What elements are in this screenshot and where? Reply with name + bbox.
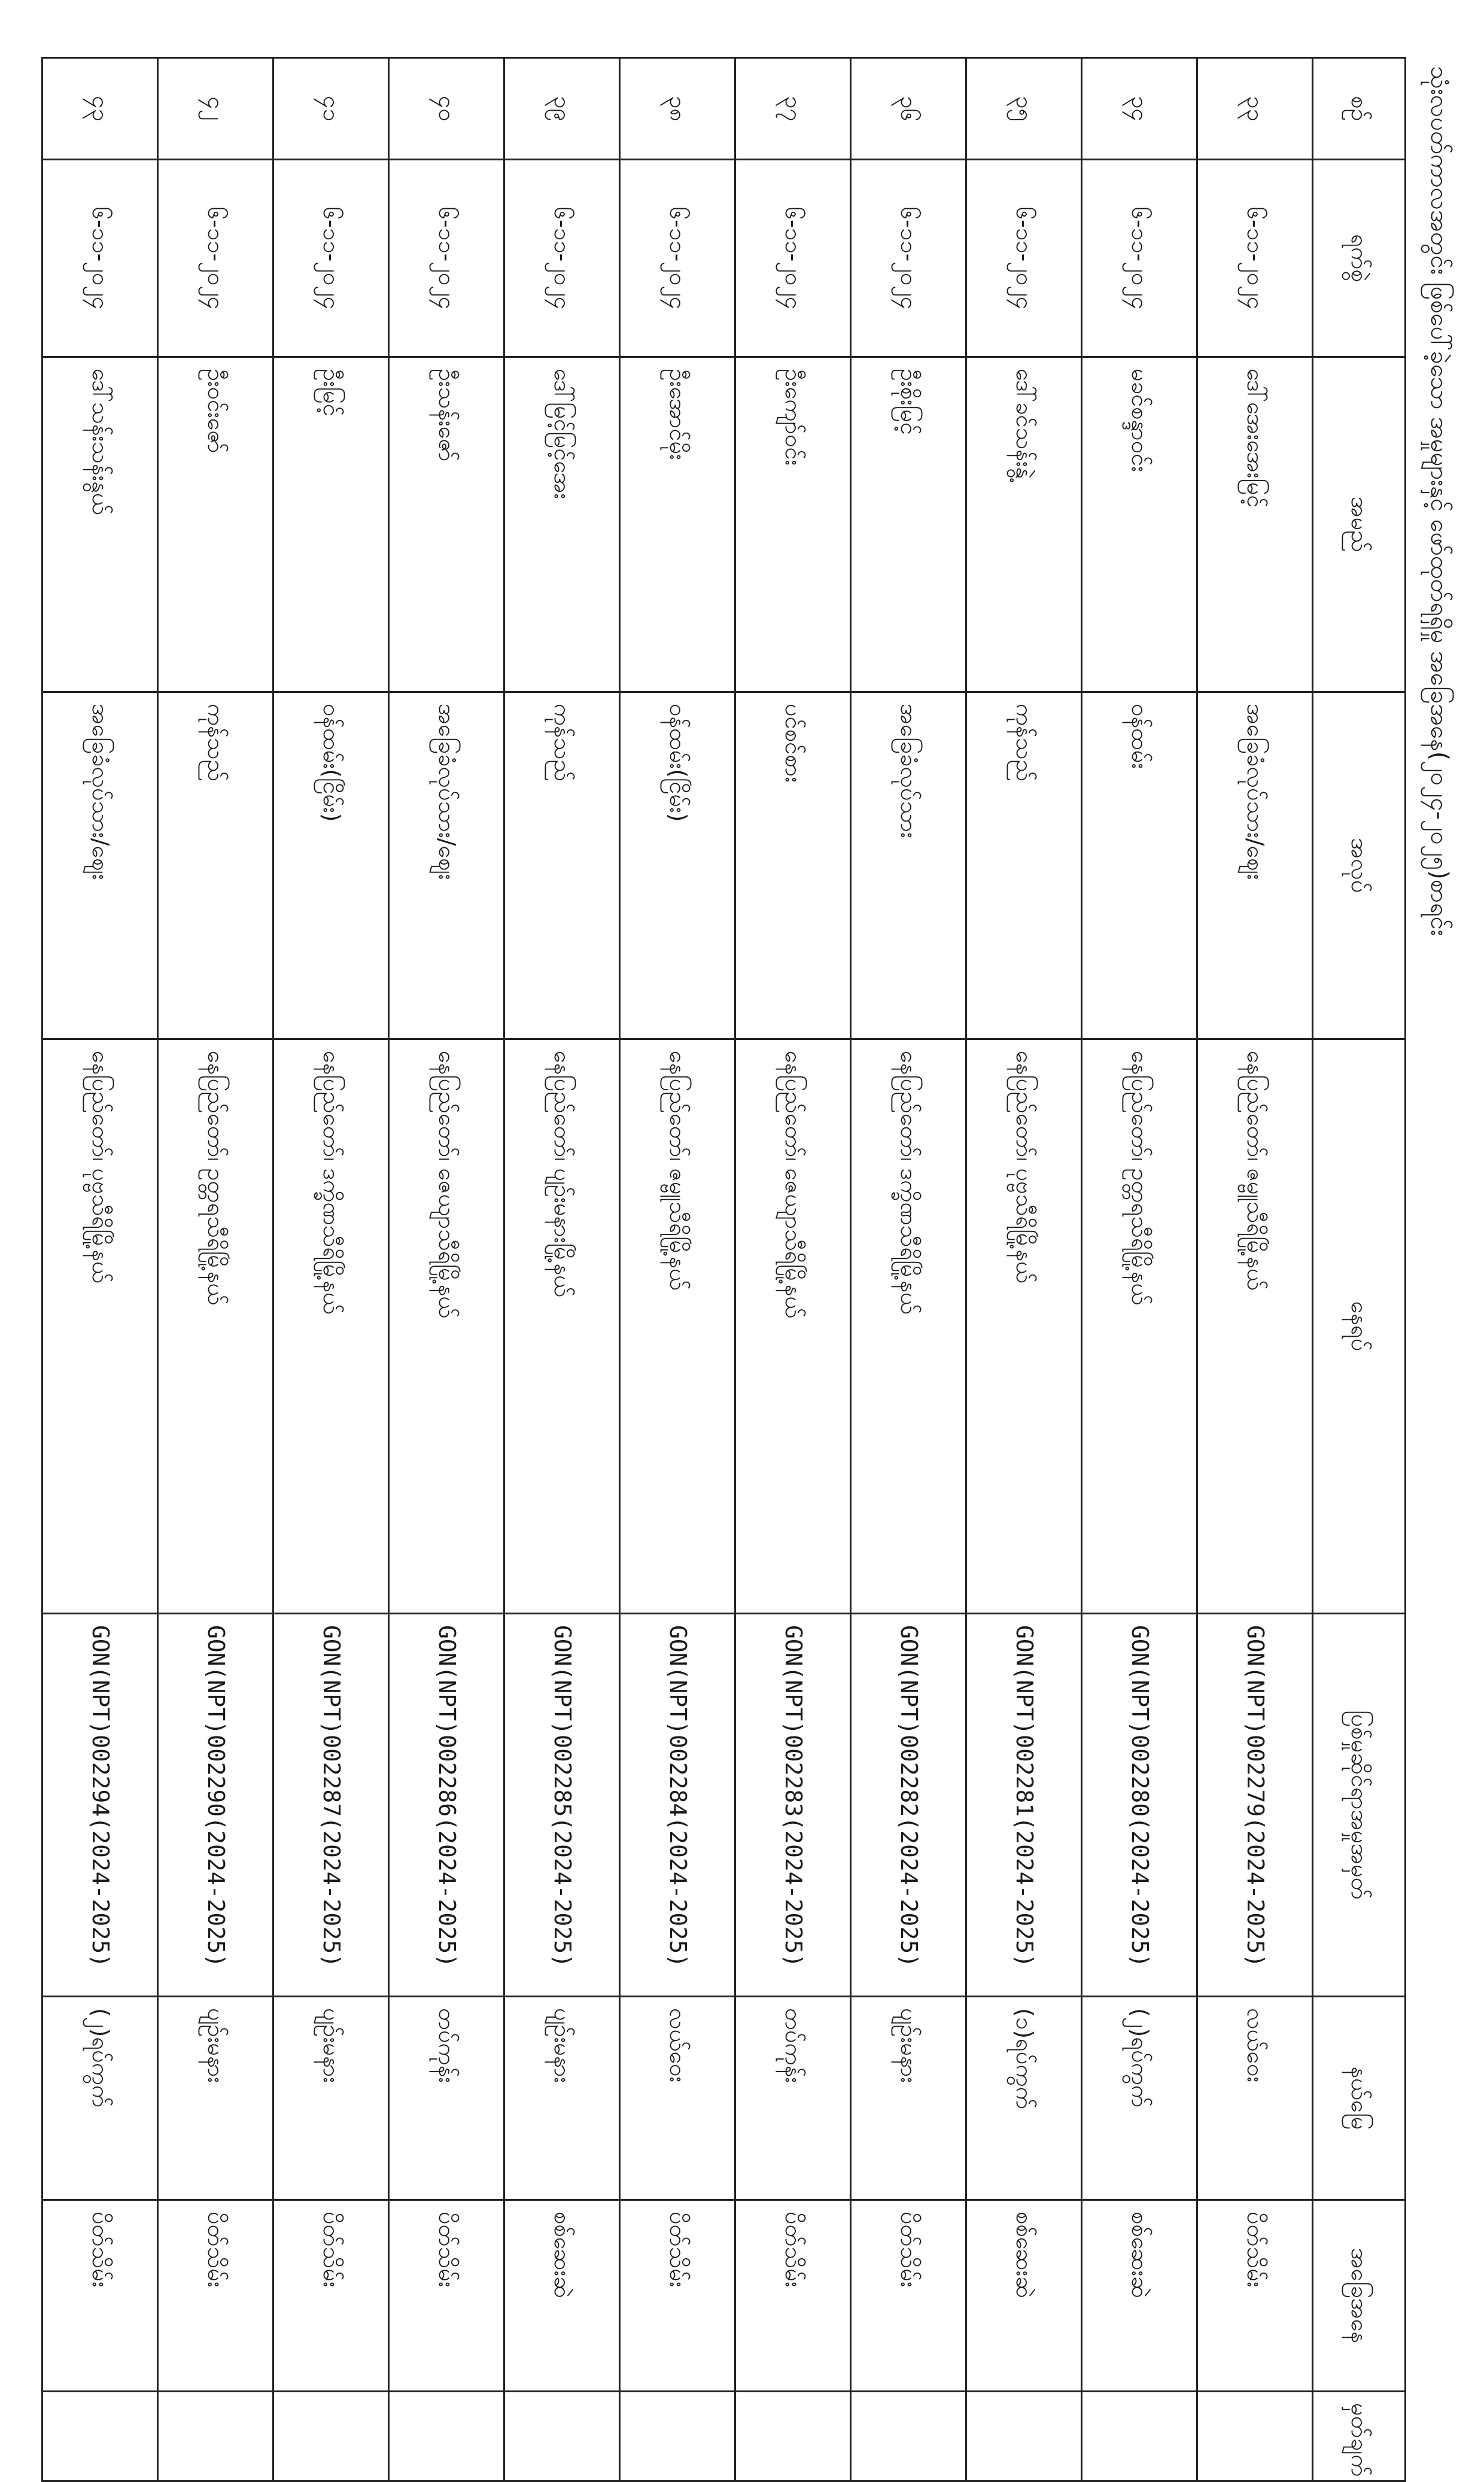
cell-case-number: GON(NPT)002287(2024-2025) [273, 1614, 389, 1997]
cell-number: ၃၅ [966, 58, 1082, 160]
cell-case-number: GON(NPT)002282(2024-2025) [851, 1614, 966, 1997]
cell-occupation: အခြေခံလုပ်သား [851, 692, 966, 1039]
cell-case-number: GON(NPT)002285(2024-2025) [504, 1614, 620, 1997]
cell-number: ၄၀ [389, 58, 504, 160]
cell-area: (၂)ရပ်ကွက် [42, 1997, 158, 2200]
cell-status: ပိတ်သိမ်း [735, 2200, 851, 2392]
cell-area: (၁)ရပ်ကွက် [966, 1997, 1082, 2200]
cell-occupation: ဝန်ထမ်း(ငြိမ်း) [620, 692, 735, 1039]
cell-status: စစ်ဆေးဆဲ [504, 2200, 620, 2392]
cell-case-number: GON(NPT)002279(2024-2025) [1197, 1614, 1313, 1997]
cell-address: နေပြည်တော်၊ ဒက္ခိဏသီရိမြို့နယ် [273, 1039, 389, 1614]
cell-occupation: ကုန်သည် [504, 692, 620, 1039]
cell-occupation: ဝန်ထမ်း(ငြိမ်း) [273, 692, 389, 1039]
header-occupation: အလုပ် [1313, 692, 1406, 1039]
records-table [41, 57, 1406, 2482]
cell-name: ဦးဝင်းဇော် [158, 357, 273, 692]
cell-area: ပျဉ်းမနား [273, 1997, 389, 2200]
cell-status: ပိတ်သိမ်း [389, 2200, 504, 2392]
cell-case-number: GON(NPT)002281(2024-2025) [966, 1614, 1082, 1997]
cell-status: ပိတ်သိမ်း [42, 2200, 158, 2392]
cell-remark [273, 2392, 389, 2481]
cell-occupation: အခြေခံလုပ်သား/ဈေး [389, 692, 504, 1039]
header-address: နေရပ် [1313, 1039, 1406, 1614]
cell-status: ပိတ်သိမ်း [273, 2200, 389, 2392]
cell-remark [1082, 2392, 1197, 2481]
cell-number: ၃၇ [735, 58, 851, 160]
cell-occupation: အခြေခံလုပ်သား/ဈေး [1197, 692, 1313, 1039]
cell-remark [620, 2392, 735, 2481]
cell-name: ဦးသန်းဇော် [389, 357, 504, 692]
table-header-row [1313, 58, 1406, 2481]
cell-remark [851, 2392, 966, 2481]
cell-number: ၄၁ [273, 58, 389, 160]
cell-address: နေပြည်တော်၊ ဇေယျာသီရိမြို့နယ် [735, 1039, 851, 1614]
cell-date: ၆-၁၁-၂၀၂၄ [158, 160, 273, 357]
cell-address: နေပြည်တော်၊ ဇေယျာသီရိမြို့နယ် [389, 1039, 504, 1614]
header-area: နယ်မြေ [1313, 1997, 1406, 2200]
cell-address: နေပြည်တော်၊ ဇမ္ဗူသီရိမြို့နယ် [620, 1039, 735, 1614]
cell-area: တပ်ကုန်း [735, 1997, 851, 2200]
cell-occupation: အခြေခံလုပ်သား/ဈေး [42, 692, 158, 1039]
cell-number: ၄၃ [42, 58, 158, 160]
cell-name: ဒေါ်အေးအေးမြင့် [1197, 357, 1313, 692]
table-row [620, 58, 735, 2481]
cell-status: ပိတ်သိမ်း [851, 2200, 966, 2392]
cell-date: ၆-၁၁-၂၀၂၄ [42, 160, 158, 357]
cell-date: ၆-၁၁-၂၀၂၄ [1082, 160, 1197, 357]
cell-remark [42, 2392, 158, 2481]
cell-remark [158, 2392, 273, 2481]
header-status: အခြေအနေ [1313, 2200, 1406, 2392]
cell-address: နေပြည်တော်၊ ပုဗ္ဗသီရိမြို့နယ် [42, 1039, 158, 1614]
cell-address: နေပြည်တော်၊ ဒက္ခိဏသီရိမြို့နယ် [851, 1039, 966, 1614]
cell-remark [389, 2392, 504, 2481]
cell-number: ၃၆ [851, 58, 966, 160]
cell-date: ၆-၁၁-၂၀၂၄ [1197, 160, 1313, 357]
cell-address: နေပြည်တော်၊ ဇမ္ဗူသီရိမြို့နယ် [1197, 1039, 1313, 1614]
cell-case-number: GON(NPT)002294(2024-2025) [42, 1614, 158, 1997]
cell-status: ပိတ်သိမ်း [1197, 2200, 1313, 2392]
cell-area: (၂)ရပ်ကွက် [1082, 1997, 1197, 2200]
cell-date: ၆-၁၁-၂၀၂၄ [504, 160, 620, 357]
cell-remark [504, 2392, 620, 2481]
table-row [504, 58, 620, 2481]
cell-number: ၃၃ [1197, 58, 1313, 160]
cell-address: နေပြည်တော်၊ ပျဉ်းမနားမြို့နယ် [504, 1039, 620, 1614]
table-row [42, 58, 158, 2481]
table-row [158, 58, 273, 2481]
table-row [389, 58, 504, 2481]
cell-name: မခင်စန္ဒာဝင်း [1082, 357, 1197, 692]
cell-status: စစ်ဆေးဆဲ [1082, 2200, 1197, 2392]
cell-occupation: ပင်စင်စား [735, 692, 851, 1039]
table-row [1082, 58, 1197, 2481]
cell-remark [1197, 2392, 1313, 2481]
cell-number: ၃၉ [504, 58, 620, 160]
cell-remark [735, 2392, 851, 2481]
table-row [273, 58, 389, 2481]
cell-address: နေပြည်တော်၊ ဥတ္တရသီရိမြို့နယ် [1082, 1039, 1197, 1614]
cell-name: ဦးကျော်ဝင်း [735, 357, 851, 692]
cell-number: ၄၂ [158, 58, 273, 160]
header-case-number: ပြစ်မှုဆိုင်ရာအမှုအမှတ် [1313, 1614, 1406, 1997]
cell-area: ပျဉ်းမနား [851, 1997, 966, 2200]
cell-name: ဦးစိုးမြင့် [851, 357, 966, 692]
cell-address: နေပြည်တော်၊ ပုဗ္ဗသီရိမြို့နယ် [966, 1039, 1082, 1614]
cell-number: ၃၄ [1082, 58, 1197, 160]
table-body [42, 58, 1313, 2481]
document-title: သုံးလပတ်ကာလအတွင်း ဖြစ်ပေါ်ခဲ့သော အမှုများနှင့် ဖော်ထုတ်ရရှိမှု အခြေအနေ(၂၀၂၄-၂၀၂၅)စာရင်း [1425, 66, 1453, 936]
cell-name: ဦးအောင်မိုး [620, 357, 735, 692]
table-row [851, 58, 966, 2481]
cell-area: လယ်ဝေး [620, 1997, 735, 2200]
cell-occupation: ကုန်သည် [158, 692, 273, 1039]
cell-case-number: GON(NPT)002283(2024-2025) [735, 1614, 851, 1997]
table-row [735, 58, 851, 2481]
cell-area: တပ်ကုန်း [389, 1997, 504, 2200]
cell-occupation: ဝန်ထမ်း [1082, 692, 1197, 1039]
table-row [1197, 58, 1313, 2481]
cell-name: ဦးမြင့် [273, 357, 389, 692]
cell-name: ဒေါ်မြင့်မြင့်အေး [504, 357, 620, 692]
cell-date: ၆-၁၁-၂၀၂၄ [735, 160, 851, 357]
header-no: စဉ် [1313, 58, 1406, 160]
cell-date: ၆-၁၁-၂၀၂၄ [851, 160, 966, 357]
cell-number: ၃၈ [620, 58, 735, 160]
cell-name: ဒေါ်သန်းသန်းနွယ် [42, 357, 158, 692]
cell-status: ပိတ်သိမ်း [158, 2200, 273, 2392]
cell-occupation: ကုန်သည် [966, 692, 1082, 1039]
cell-date: ၆-၁၁-၂၀၂၄ [273, 160, 389, 357]
cell-remark [966, 2392, 1082, 2481]
cell-address: နေပြည်တော်၊ ဥတ္တရသီရိမြို့နယ် [158, 1039, 273, 1614]
cell-case-number: GON(NPT)002290(2024-2025) [158, 1614, 273, 1997]
cell-case-number: GON(NPT)002284(2024-2025) [620, 1614, 735, 1997]
cell-case-number: GON(NPT)002280(2024-2025) [1082, 1614, 1197, 1997]
cell-date: ၆-၁၁-၂၀၂၄ [620, 160, 735, 357]
header-remark: မှတ်ချက် [1313, 2392, 1406, 2481]
cell-area: ပျဉ်းမနား [504, 1997, 620, 2200]
cell-name: ဒေါ်ခင်သန်းနွဲ့ [966, 357, 1082, 692]
cell-status: ပိတ်သိမ်း [620, 2200, 735, 2392]
table-row [966, 58, 1082, 2481]
header-date: ရက်စွဲ [1313, 160, 1406, 357]
cell-case-number: GON(NPT)002286(2024-2025) [389, 1614, 504, 1997]
cell-date: ၆-၁၁-၂၀၂၄ [966, 160, 1082, 357]
cell-date: ၆-၁၁-၂၀၂၄ [389, 160, 504, 357]
cell-status: စစ်ဆေးဆဲ [966, 2200, 1082, 2392]
cell-area: လယ်ဝေး [1197, 1997, 1313, 2200]
header-name: အမည် [1313, 357, 1406, 692]
cell-area: ပျဉ်းမနား [158, 1997, 273, 2200]
